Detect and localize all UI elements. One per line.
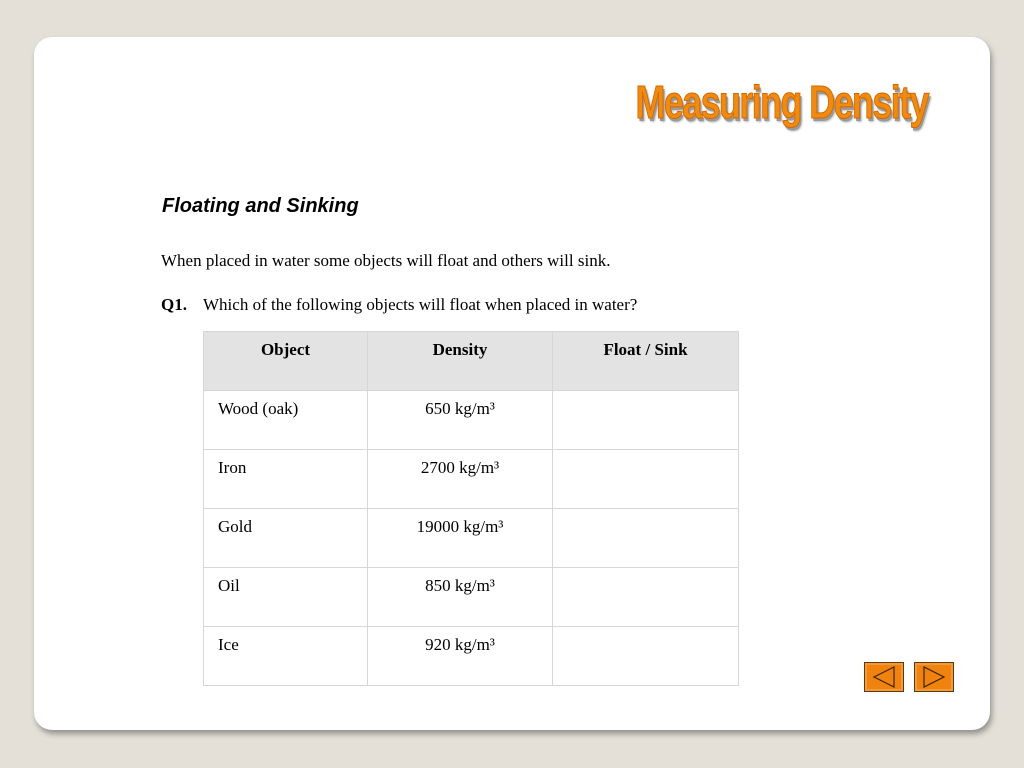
cell-density: 650 kg/m³	[368, 391, 553, 450]
table-row	[204, 509, 739, 568]
cell-object: Oil	[204, 568, 368, 627]
question-text: Which of the following objects will float when placed in water?	[203, 295, 638, 314]
density-table	[203, 331, 739, 686]
header-object: Object	[204, 332, 368, 391]
cell-object: Wood (oak)	[204, 391, 368, 450]
question	[161, 295, 637, 315]
question-number: Q1.	[161, 295, 187, 314]
table-row	[204, 450, 739, 509]
header-density: Density	[368, 332, 553, 391]
cell-float-sink[interactable]	[553, 450, 739, 509]
header-float-sink: Float / Sink	[553, 332, 739, 391]
table-row	[204, 391, 739, 450]
triangle-right-icon	[915, 663, 953, 691]
slide	[34, 37, 990, 730]
cell-object: Gold	[204, 509, 368, 568]
cell-float-sink[interactable]	[553, 627, 739, 686]
cell-density: 850 kg/m³	[368, 568, 553, 627]
cell-float-sink[interactable]	[553, 391, 739, 450]
section-heading: Floating and Sinking	[162, 195, 359, 217]
previous-slide-button[interactable]	[864, 662, 904, 692]
next-slide-button[interactable]	[914, 662, 954, 692]
cell-object: Iron	[204, 450, 368, 509]
table-header-row	[204, 332, 739, 391]
cell-float-sink[interactable]	[553, 568, 739, 627]
intro-text: When placed in water some objects will float and others will sink.	[161, 251, 611, 270]
table-row	[204, 627, 739, 686]
slide-title: Measuring Density	[635, 76, 928, 128]
cell-object: Ice	[204, 627, 368, 686]
triangle-left-icon	[865, 663, 903, 691]
cell-density: 920 kg/m³	[368, 627, 553, 686]
table-row	[204, 568, 739, 627]
cell-density: 2700 kg/m³	[368, 450, 553, 509]
cell-float-sink[interactable]	[553, 509, 739, 568]
cell-density: 19000 kg/m³	[368, 509, 553, 568]
